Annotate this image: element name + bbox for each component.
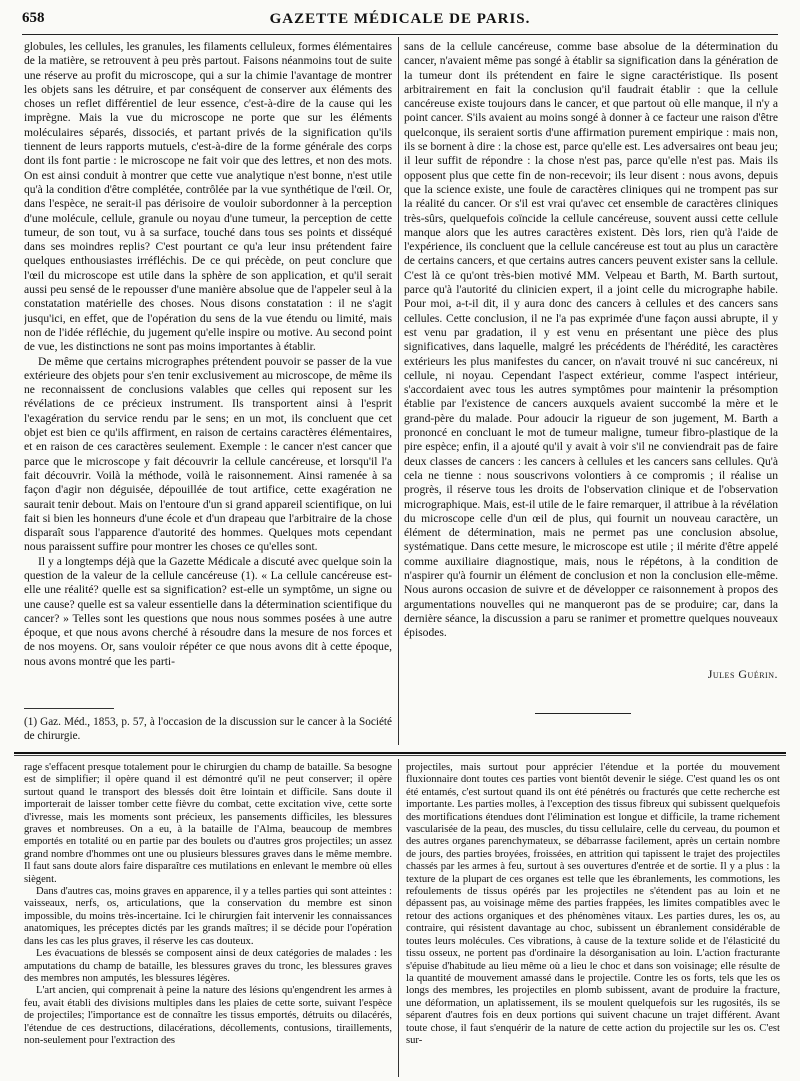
footnote: (1) Gaz. Méd., 1853, p. 57, à l'occasion de la discussion sur le cancer à la Société de chirurgie. (24, 716, 392, 742)
header-rule (22, 34, 778, 35)
paragraph: globules, les cellules, les granules, les filaments celluleux, formes élémentaires de la matière, se retrouvent à peu près partout. Faisons néanmoins tout de suite une réserve au profit du microscope, qui a sur la chimie l'avantage de montrer les objets sans les détruire, et par conséquent de conserver aux éléments des choses un reflet différentiel de leur essence, c'est-à-dire de la cause qui les imprègne. Mais la vue du microscope ne porte que sur les éléments moléculaires séparés, dissociés, et partant privés de la signification qu'ils tiennent de leurs rapports mutuels, c'est-à-dire de la forme générale des corps dont ils font partie : le microscope ne fait voir que des lettres, et non des mots. On est ainsi conduit à montrer que cette vue analytique n'est bonne, n'est utile qu'à la condition d'être complétée, contrôlée par la vue synthétique de l'œil. Or, dans l'espèce, ne serait-il pas dérisoire de vouloir subordonner à la perception d'une molécule, cellule, granule ou noyau d'une tumeur, la perception de cette tumeur, de son tout, vu à sa surface, touché dans tous ses points et disséqué dans ses moindres replis? C'est pourtant ce qu'a leur insu prétendent faire quelques enthousiastes irréfléchis. De ce qui précède, on peut conclure que l'œil du microscope est utile dans la sphère de son application, et qu'il serait aussi peu sensé de le repousser d'une manière absolue que de l'appeler seul à la constatation matérielle des choses. Nous disons constatation : il ne s'agit jusqu'ici, en effet, que de l'opération du sens de la vue étendu ou limité, mais non de l'idée réfléchie, du jugement qu'elle inspire ou motive. Au second point de vue, les distinctions ne sont pas moins importantes à établir. (24, 40, 392, 354)
bottom-column-divider (398, 759, 399, 1077)
footnote-rule (24, 708, 114, 709)
article-end-rule (535, 713, 631, 714)
paragraph: Les évacuations de blessés se composent ainsi de deux catégories de malades : les amputations du champ de bataille, les blessures graves du tronc, les blessures graves des membres non amputés, les blessures légères. (24, 948, 392, 984)
paragraph: Il y a longtemps déjà que la Gazette Médicale a discuté avec quelque soin la question de la valeur de la cellule cancéreuse (1). « La cellule cancéreuse est-elle une réalité? quelle est sa signification? est-elle un symptôme, un signe ou une cause? quelle est sa valeur essentielle dans la détermination scientifique du cancer? » Telles sont les questions que nous nous sommes posées à une autre époque, et que nous avons cherché à résoudre dans la mesure de nos forces et de nos moyens. Or, sans vouloir répéter ce que nous avons dit à cette époque, nous avons montré que les parti- (24, 554, 392, 668)
paragraph: Dans d'autres cas, moins graves en apparence, il y a telles parties qui sont atteintes : vaisseaux, nerfs, os, articulations, que la conservation du membre est sinon impossible, du moins très-incertaine. Ici le chirurgien fait intervenir les connaissances anatomiques, les préceptes dictés par les grands maîtres; il se décide pour l'opération dans les cas les plus graves, il réserve les cas douteux. (24, 886, 392, 947)
section-separator-thin (14, 755, 786, 756)
paragraph: projectiles, mais surtout pour apprécier l'étendue et la portée du mouvement fluxionnaire dont toutes ces parties vont bientôt devenir le siége. C'est quand les os ont été entamés, c'est surtout quand ils ont été pénétrés ou fracturés que cette recherche est importante. Les parties molles, à l'exception des tissus fibreux qui subissent quelquefois des mortifications étendues dont l'élimination est longue et difficile, la trame richement vascularisée de la peau, des muscles, du tissu cellulaire, celle du cerveau, du poumon et des autres organes parenchymateux, se débarrasse facilement, après un certain nombre de jours, des parties broyées, froissées, en attrition qui tapissent le trajet des projectiles chassés par les armes à feu, surtout à ses ouvertures d'entrée et de sortie. Il y a plus : la texture de la plupart de ces organes est telle que les ébranlements, les commotions, les refoulements de tissus opérés par les projectiles ne s'étendent pas au loin et ne dépassent pas, au voisinage même des parties frappées, les limites compatibles avec le retour des actions organiques et des phénomènes vitaux. Les parties dures, les os, au contraire, qui résistent davantage au choc, subissent un ébranlement considérable de toutes leurs molécules. Ces vibrations, à cause de la texture solide et de l'élasticité du tissu osseux, ne portent pas d'ordinaire la désorganisation au loin. L'action fracturante s'épuise d'habitude au lieu même où a lieu le choc et dans son voisinage; elle résulte de la quantité de mouvement amassé dans le projectile. Contre les os forts, tels que les os longs des membres, les projectiles en plomb subissent, avant de produire la fracture, une déformation, un aplatissement, ils se moulent quelquefois sur les rugosités, ils se séparent d'autres fois en deux portions qui suivent chacune un trajet différent. Avant toute chose, il faut s'enquérir de la nature de cette action du projectile sur les os. C'est sur- (406, 762, 780, 1046)
journal-title: GAZETTE MÉDICALE DE PARIS. (269, 11, 531, 27)
running-header (22, 10, 778, 32)
paragraph: sans de la cellule cancéreuse, comme base absolue de la détermination du cancer, n'avaient même pas songé à établir sa signification dans la génération de la tumeur dont ils prétendent en faire le signe caractéristique. Ils posent arbitrairement en fait la conclusion qu'il faudrait établir : que la cellule cancéreuse existe toujours dans le cancer, et que partout où elle manque, il n'y a point cancer. S'ils avaient au moins songé à donner à ce facteur une raison d'être quelconque, ils seraient sortis d'une affirmation purement empirique : mais non, ils se bornent à dire : la chose est, parce qu'elle est. Les adversaires ont beau jeu; il leur suffit de répondre : la chose n'est pas, parce qu'elle n'est pas. Mais ils opposent plus que cette fin de non-recevoir; ils leur disent : nous avons, depuis que la science existe, une foule de caractères cliniques qui ne trompent pas sur la réalité du cancer. Or s'il est vrai qu'avec cet ensemble de caractères cliniques très-sûrs, quelquefois coïncide la cellule cancéreuse, souvent aussi cette cellule manque alors que les autres caractères existent. Dès lors, rien qu'à l'aide de l'expérience, ils concluent que la cellule cancéreuse est tout au plus un caractère de certains cancers, et que certains autres cancers peuvent exister sans la cellule. C'est là ce qu'ont très-bien motivé MM. Velpeau et Barth, M. Barth surtout, parce qu'à l'autorité du clinicien expert, il a joint celle du micrographe habile. Pour moi, a-t-il dit, il y aura donc des cancers à cellules et des cancers sans cellules. Cette conclusion, il ne l'a pas exprimée d'une façon aussi abrupte, il y est venu par gradation, il y est venu en présentant une pièce des plus significatives, dans laquelle, malgré les précédents de l'hérédité, les caractères extérieurs les plus manifestes du cancer, on n'avait trouvé ni suc cancéreux, ni cellule, ni noyau. Cependant l'aspect extérieur, comme l'aspect intérieur, s'accordaient avec tous les autres symptômes pour maintenir la présomption établie par l'existence de cancers auxquels avaient succombé la mère et le grand-père du malade. Pour adoucir la rigueur de son jugement, M. Barth a prononcé en concluant le mot de tumeur maligne, tumeur fibro-plastique de la pire espèce; enfin, il a ajouté qu'il y avait à voir s'il ne conviendrait pas de faire deux classes de cancers : les cancers à cellules et les cancers sans cellules. Qu'à cela ne tienne : nous souscrivons volontiers à ce compromis ; il réalise un progrès, il réserve tous les droits de l'observation clinique et de l'observation micrographique. Mais, est-il utile de le faire remarquer, il attribue à la révélation du microscope celle d'un œil de plus, qui fournit un nouveau caractère, un élément de détermination, mais ne permet pas une conclusion absolue, systématique. Dans cette mesure, le microscope est utile ; il mérite d'être appelé comme auxiliaire diagnostique, mais, nous le répétons, à la condition de n'aspirer qu'à fournir un élément de conclusion et non la conclusion elle-même. Nous aurons occasion de suivre et de développer ce raisonnement à propos des argumentations nouvelles qui ne manqueront pas de se produire; car, dans la dernière séance, la discussion a paru se ranimer et promettre quelques nouveaux épisodes. (404, 40, 778, 640)
paragraph: rage s'effacent presque totalement pour le chirurgien du champ de bataille. Sa besogne est de simplifier; il opère quand il est démontré qu'il ne peut conserver; il opère surtout quand le transport des blessés doit être lointain et difficile. Sans doute il importerait de laisser tomber cette fièvre du combat, cette excitation vive, cette sorte d'ivresse, mais les moments sont précieux, les pansements difficiles, les blessures graves et nombreuses. On a eu, à la bataille de l'Alma, beaucoup de membres emportés en totalité ou en partie par des boulets ou d'autres gros projectiles; un assez grand nombre d'hommes ont une ou plusieurs blessures graves dans le même membre. Il faut sans doute alors faire disparaître ces mutilations en enlevant le membre où elles siègent. (24, 762, 392, 885)
article-left-column (24, 40, 392, 705)
page-number: 658 (22, 10, 45, 26)
feuilleton-left-column (24, 762, 392, 1076)
paragraph: De même que certains micrographes prétendent pouvoir se passer de la vue extérieure des objets pour s'en tenir exclusivement au microscope, de même ils ne reconnaissent de conclusions valables que celles qui reposent sur les révélations de ce précieux instrument. Ils transportent ainsi à l'esprit l'exagération du service rendu par le sens; en un mot, ils concluent que cet objet est bien ce qu'ils affirment, en raison de certains caractères élémentaires, et en raison de ces caractères seulement. Exemple : le cancer n'est cancer que parce que le microscope y fait découvrir la cellule cancéreuse, et lorsqu'il l'a fait découvrir. Voilà la méthode, voilà le raisonnement. Ainsi ramenée à sa façon d'agir non déguisée, dépouillée de tout artifice, cette exagération ne saurait tenir debout. Mais on l'entoure d'un si grand appareil scientifique, on lui fait si bien les honneurs d'une école et d'un drapeau que l'arbitraire de la chose disparaît sous l'apparence d'autorité des hommes. Quelques mots cependant nous paraissent suffire pour montrer les choses ce qu'elles sont. (24, 354, 392, 554)
feuilleton-right-column (406, 762, 780, 1076)
author-signature: Jules Guérin. (707, 667, 778, 681)
section-separator (14, 752, 786, 754)
paragraph: L'art ancien, qui comprenait à peine la nature des lésions qu'engendrent les armes à feu, avait établi des divisions multiples dans les plaies de cette sorte, suivant l'espèce de projectiles; l'importance est de connaître les tissus emportés, détruits ou dilacérés, l'étendue de ces destructions, dilacérations, décollements, contusions, tiraillements, non-seulement pour l'extraction des (24, 985, 392, 1046)
column-divider (398, 37, 399, 745)
article-right-column (404, 40, 778, 698)
